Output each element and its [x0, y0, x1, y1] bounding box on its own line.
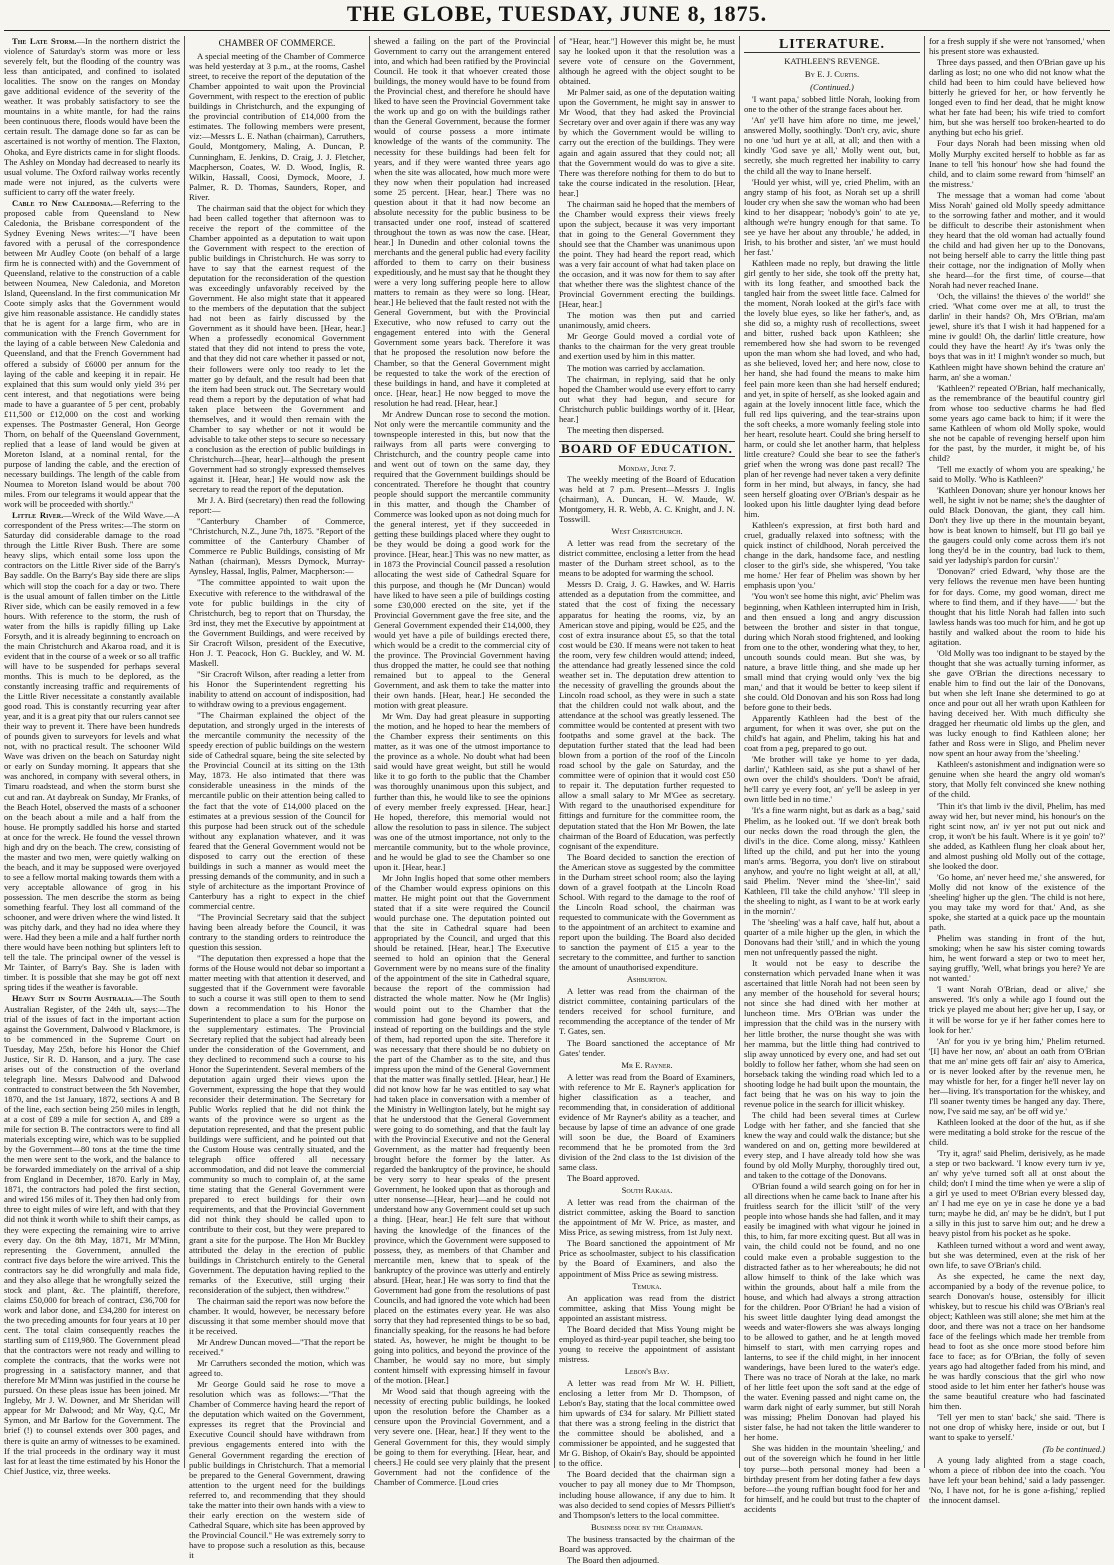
column-separator	[369, 36, 370, 1468]
paragraph-text: A letter was read from the Board of Examiners, with reference to Mr E. Rayner's application for higher classification as a teacher, and recommending that, in consideration of additional evidence of Mr Rayner's ability as a teacher, and because by lapse of time an advance of one grade will soon be due, the Board of Examiners recommend that he be promoted from the 3rd division of the 2nd class to the 1st division of the same class.	[559, 1071, 735, 1173]
paragraph-text: A special meeting of the Chamber of Commerce was held yesterday at 3 p.m., at the rooms, Cashel street, to receive the report of the deputation of the Chamber appointed to wait upon the Provincial Government, with respect to the erection of public buildings in Christchurch, and the expunging of the provincial contribution of £14,000 from the estimates. The following members were present, viz:—Messrs L. E. Nathan (chairman), Carruthers, Gould, Montgomery, Maling, A. Duncan, P. Cunningham, E. Jenkins, D. Craig, J. J. Fletcher, Macpherson, Coates, W. D. Wood, Inglis, R. Wilkin, Hassall, Coosi, Dymock, Moore, J. Palmer, R. D. Thomas, Saunders, Roper, and River.	[189, 51, 365, 202]
article-paragraph	[189, 710, 365, 911]
article-paragraph	[744, 1110, 920, 1180]
article-paragraph	[4, 510, 180, 992]
column-separator	[184, 36, 185, 1468]
paragraph-text: "Sir Cracroft Wilson, after reading a letter from his Honor the Superintendent regretting his inability to attend on account of indisposition, had to withdraw owing to a previous engagement.	[189, 668, 365, 710]
paragraph-text: Messrs D. Craig, J. G. Hawkes, and W. Harris attended as a deputation from the committee, and stated that the cost of fixing the necessary apparatus for heating the rooms, viz, by an American stove and piping, would be £25, and the cost of extra insurance about £5, so that the total cost would be £30. If means were not taken to heat the room, very few children would attend; indeed, the attendance had greatly lessened since the cold weather set in. The deputation drew attention to the necessity of gravelling the grounds about the Lincoln road school, as they were in such a state that the children could not walk about, and the attendance at the school was greatly lessened. The committee would be contented at present with two footpaths and some gravel at the back. The deputation further stated that the lead had been blown from a portion of the roof of the Lincoln road school by the gale on Saturday, and the committee were of opinion that it would cost £50 to repair it. The deputation further requested to allow a small salary to Mr M'Gee as secretary. With regard to the unauthorised expenditure for fittings and furniture for the committee room, the deputation stated that the Hon Mr Bowen, the late chairman of the Board of Education, was perfectly cognisant of the expenditure.	[559, 579, 735, 851]
paragraph-text: 'It's a fine warm night, but as dark as a bag,' said Phelim, as he looked out. 'If we don't break both our necks down the road through the glen, the divil's in the dice. Come along, missy.' Kathleen lifted up the child, and put her into the young man's arms. 'Begorra, you don't live on stirabout anyhow, and you're no light weight at all, at all,' said Phelim. 'Never mind the 'shee-lin',' said Kathleen, I'll take the child anyhow.' 'I'll sleep in the sheeling to night, as I want to be at work early in the mornin'.'	[744, 805, 920, 916]
article-paragraph	[189, 203, 365, 494]
article-paragraph	[189, 1379, 365, 1560]
article-paragraph	[374, 711, 550, 872]
paragraph-text: 'Me brother will take ye home to yer dada, darlin',' Kathleen said, as she put a shawl of her own over the child's shoulders. 'Don't be afraid, he'll carry ye every foot, an' ye'll be asleep in yer own little bed in no time.'	[744, 754, 920, 805]
article-paragraph	[744, 520, 920, 590]
paragraph-text: The meeting then dispersed.	[567, 424, 664, 435]
subsection-heading: Business done by the Chairman.	[591, 1521, 703, 1532]
paragraph-text: A young lady alighted from a stage coach, whom a piece of ribbon dee into the coach. 'You have left your bean behind,' said a lady passenger. 'No, I have not, for he is gone a-fishing,' replied the innocent damsel.	[929, 1454, 1105, 1505]
article-paragraph	[929, 1455, 1105, 1505]
subsection-heading: South Rakaia.	[621, 1185, 673, 1196]
article-paragraph	[929, 190, 1105, 290]
article-paragraph	[929, 933, 1105, 983]
paragraph-text: As she expected, he came the next day, accompanied by a body of the revenue police, to search Donovan's house, ostensibly for illicit whiskey, but to rescue his child was O'Brian's real object; Kathleen was still alone; she met him at the door, and there was not a trace on her handsome face of the feelings which made her tremble from head to foot as she once more stood before him face to face; as for O'Brian, the folly of seven years ago had altogether faded from his mind, and he was hardly conscious that the girl who now stood aside to let him enter her father's house was the same beautiful creature who had fascinated him then.	[929, 1270, 1105, 1412]
article-paragraph	[929, 566, 1105, 646]
paragraph-text: A letter was read from the chairman of the district committee, asking the Board to sanction the appointment of Mr W. Price, as master, and Miss Price, as sewing mistress, from 1st July next.	[559, 1197, 735, 1238]
paragraph-text: The Board decided that Miss Young might be employed as third-year pupil teacher, she being too young to receive the appointment of assistant mistress.	[559, 1323, 735, 1364]
article-paragraph	[559, 1534, 735, 1554]
paragraph-text: 'An' for you iv ye bring him,' Phelim returned. '[I] have her now, an' about an oath from O'Brian that me an' mine gets off fair an' aisy to America, or is never looked after by the revenue men, he may whistle for her, for a finger he'll never lay on her—living. It's transportation for the whiskey, and I'll soaner twenty times be hanged any day. There, now, I've said me say, an' be off wid ye.'	[929, 1035, 1105, 1116]
subsection-heading: West Christchurch.	[611, 526, 683, 537]
paragraph-text: Mr Carruthers seconded the motion, which was agreed to.	[189, 1358, 365, 1379]
section-heading: CHAMBER OF COMMERCE.	[218, 38, 336, 48]
subsection-heading: Ashburton.	[626, 974, 668, 985]
article-paragraph	[189, 1296, 365, 1336]
article-paragraph	[559, 538, 735, 578]
paragraph-text: shewed a failing on the part of the Provincial Government to carry out the arrangement entered into, and which had been ratified by the Provincial Council. He took it that whoever created those buildings, the money would have to be found from the Provincial chest, and therefore he should have liked to have seen the Provincial Government take the work up and go on with the buildings rather than the General Government, because the former would of course possess a more intimate knowledge of the wants of the community. The necessity for these buildings had been felt for years, and if they were wanted three years ago when the site was allocated, how much more were they now when their population had increased some 25 percent. [Hear, hear.] There was no question about it that it had now become an absolute necessity for the public business to be transacted under one roof, instead of scattered throughout the town as was now the case. [Hear, hear.] In Dunedin and other colonial towns the merchants and the general public had every facility afforded to them to carry on their business expeditiously, and he must say that he thought they were a very long suffering people here to allow matters to remain as they were so long. [Hear, hear.] He believed that the fault rested not with the General Government, but with the Provincial Executive, who now refused to carry out the engagement entered into with the General Government some years back. Therefore it was that he proposed the resolution now before the Chamber, so that the General Government might be requested to take the work of the erection of these buildings in hand, and have it completed at once. [Hear, hear.] He now begged to move the resolution he had read. [Hear, hear.]	[374, 36, 550, 408]
article-paragraph	[189, 51, 365, 202]
paragraph-text: 'Och, the villains! the thieves o' the world!' she cried. 'What come over me at all, to trust the darlin' in their hands? Oh, Mrs O'Brian, ma'am jewel, shure it's that I wish it had happened for a mine iv gould! Oh, the darlin' little creature, how could they have the heart! Ay it's 'twas only the boys that was in it! I mighn't wonder so much, but Kathleen might have shown behind the crature an' harm, an' she a woman.'	[929, 291, 1105, 382]
article-paragraph	[374, 1386, 550, 1486]
paragraph-text: 'Try it, agra!' said Phelim, derisively, as he made a step or two backward. 'I know every turn iv ye, an' why ye've turned soft all at onst about the child; don't I mind the time when ye were a slip of a girl ye used to meet O'Brian every blessed day, an' I had me eye on ye in case he done ye a bad turn; maybe he did, an' may be he didn't, but I put a silly in this just to sarve him out; and he drew a heavy pistol from his pocket as he spoke.	[929, 1148, 1105, 1239]
article-paragraph	[929, 872, 1105, 932]
paragraph-text: The Board then adjourned.	[567, 1554, 660, 1565]
paragraph-text: The Board decided that the chairman sign a voucher to pay all money due to Mr Thompson, including house allowance, if any due to him. It was also decided to send copies of Messrs Pilliett's and Thompson's letters to the local committee.	[559, 1469, 735, 1520]
paragraph-text: The message that a woman had come 'about Miss Norah' gained old Molly speedy admittance to the sorrowing father and mother, and it would be difficult to describe their astonishment when they heard that the old woman had actually found the child and had given her up to the Donovans, not being herself able to carry the little thing past their cottage, nor the indignation of Molly when she heard—for the first time, of course—that Norah had never reached Inane.	[929, 189, 1105, 291]
article-paragraph	[744, 713, 920, 753]
to-be-continued: (To be continued.)	[1042, 1444, 1105, 1455]
article-paragraph	[744, 177, 920, 257]
article-paragraph	[744, 94, 920, 114]
masthead-rule	[4, 30, 1110, 31]
paragraph-lead: The Late Storm.	[12, 36, 77, 46]
subsection-heading: Mr E. Rayner.	[621, 1059, 673, 1070]
article-paragraph	[929, 648, 1105, 759]
literature-title: LITERATURE.	[744, 40, 920, 53]
paragraph-text: —Wreck of the Wild Wave.—A correspondent of the Press writes:—The storm on Saturday did considerable damage to the road through the Little River Bush. There are some heavy slips, which entail some loss upon the contractors on the Little River side of the Barry's Bay saddle. On the Barry's Bay side there are slips which will stop the coach for a day or two. There is the usual amount of fallen timber on the Little River side, which can be easily removed in a few hours. With reference to the storm, the rush of water from the hills is rapidly filling up Lake Forsyth, and it is already beginning to encroach on the main Christchurch and Akaroa road, and it is evident that in the course of a week or so all traffic will have to be suspended for perhaps several months. This is much to be deplored, as the constantly increasing traffic and requirements of the Little River necessitate a constantly available good road. This is constantly recurring year after year, and it is a great pity that our rulers cannot see their way to prevent it. There have been hundreds of pounds given to surveyors for levels and what not, with no practical result. The schooner Wild Wave was driven on the beach on Saturday night or early on Sunday morning. It appears that she was anchored, in company with several others, in Timaru roadstead, and when the storm burst she cut and ran. At daybreak on Sunday, Mr Franks, of the Beach Hotel, observed the masts of a schooner on the beach about a mile and a half from the house. He promptly saddled his horse and started at once for the wreck. He found the vessel thrown high and dry on the beach. The crew, consisting of the master and two men, were quietly walking on the beach, and it may be supposed were overjoyed to see a fellow mortal making towards them with a very acceptable allowance of grog in his possession. The men describe the storm as being something fearful. They lost all command of the schooner, and were driven where the wind listed. It was pitchy dark, and they had no idea where they were. Had they been a mile and a half further north there would have been nothing but splinters left to tell the tale. The principal owner of the vessel is Mr Tainter, of Barry's Bay. She is laden with timber. It is possible that she may be got off next spring tides if the weather is favorable.	[4, 510, 180, 993]
article-paragraph	[559, 1324, 735, 1364]
paragraph-text: Mr J. A. Bird (secretary) then read the following report:—	[189, 495, 365, 516]
paragraph-text: Three days passed, and then O'Brian gave up his darling as lost; no one who did not know what the child had been to him could have believed how bitterly he grieved for her, or how fervently he longed even to find her dead, that he might know what her fate had been; his wife tried to comfort him, but she was herself too broken-hearted to do anything but echo his grief.	[929, 57, 1105, 138]
article-paragraph	[929, 138, 1105, 188]
paragraph-text: 'Thin it's that limb iv the divil, Phelim, has med away wid her, but never mind, his honour's on the right scint now, an' iv yer not put out nick and crop, it won't be his fault. Where is it ye goin' to?' she added, as Kathleen flung her cloak about her, and almost pushing old Molly out of the cottage, she looked the door.	[929, 800, 1105, 871]
paragraph-lead: Heavy Suit in South Australia.	[12, 993, 135, 1004]
paragraph-text: Apparently Kathleen had the best of the argument, for when it was over, she put on the child's hat again, and Phelim, taking his hat and coat from a peg, prepared to go out.	[744, 713, 920, 754]
paragraph-text: The 'sheeling' was a half cave, half hut, about a quarter of a mile higher up the glen, in which the Donovans had their 'still,' and in which the young men not unfrequently passed the night.	[744, 916, 920, 958]
paragraph-text: The weekly meeting of the Board of Education was held at 7 p.m. Present—Messrs J. Inglis (chairman), A. Duncan, H. W. Maude, W. Montgomery, H. R. Webb, A. C. Knight, and J. N. Tosswill.	[559, 473, 735, 525]
paragraph-text: "The Provincial Secretary said that the subject having been already before the Council, it was contrary to the standing orders to reintroduce the question this session.	[189, 912, 365, 953]
paragraph-text: 'Tell me exactly of whom you are speaking,' he said to Molly. 'Who is Kathleen?'	[929, 463, 1105, 485]
paragraph-text: The Board sanctioned the acceptance of Mr Gates' tender.	[559, 1037, 735, 1058]
article-paragraph	[559, 199, 735, 310]
article-paragraph	[559, 425, 735, 435]
article-paragraph	[929, 759, 1105, 799]
paragraph-text: The Board approved.	[567, 1173, 640, 1184]
paragraph-text: 'Old Molly was too indignant to be stayed by the thought that she was actually turning informer, as she gave O'Brian the directions necessary to enable him to find out the lair of the Donovans, but when she left Inane she determined to go at once and pour out all her wrath upon Kathleen for having deceived her. With much difficulty she dragged her rheumatic old limbs up the glen, and was lucky enough to find Kathleen alone; her father and Ross were in Sligo, and Phelim never now spent an hour away from the 'sheeling.'	[929, 647, 1105, 759]
paragraph-text: —Referring to the proposed cable from Queensland to New Caledonia, the Brisbane correspondent of the Sydney Evening News writes:—"I have been favored with a perusal of the correspondence between Mr Audley Coote (on behalf of a large firm he is connected with) and the Government of Queensland, relative to the construction of a cable between Noumea, New Caledonia, and Moreton Island, Queensland. In the first communication Mr Coote simply asks that the Government would give him reasonable assistance. He candidly states that he is agent for a large firm, who are in communication with the French Government for the laying of a cable between New Caledonia and Queensland, and that the French Government had offered a subsidy of £6000 per annum for the laying of the cable and keeping it in repair. He explained that this sum would only yield 3½ per cent interest, and that negotiations were being made to have a guarantee of 5 per cent, probably £11,500 or £12,000 on the cost and working expenses. The Postmaster General, Hon George Thorn, on behalf of the Queensland Government, replied that a lease of land would be given at Moreton Island, at a nominal rental, for the purpose of landing the cable, and the erection of necessary buildings. The length of the cable from Noumea to Moreton Island would be about 700 miles. From our telegrams it would appear that the work will be proceeded with shortly."	[4, 197, 180, 510]
paragraph-text: Four days Norah had been missing when old Molly Murphy excited herself to hobble as far as Inane to tell 'his honour' how she had found the child, and to claim some reward from 'himself' an the mistress.'	[929, 138, 1105, 189]
paragraph-text: It would not be easy to describe the consternation which pervaded Inane when it was ascertained that little Norah had not been seen by any member of the household for several hours; not since she had dined with her mother at luncheon time. Mrs O'Brian was under the impression that the child was in the nursery with her little brother, the nurse thought she was with her mamma, but the little thing had contrived to slip away unnoticed by every one, and had set out boldly to follow her father, whom she had seen on horseback taking the winding road which led to a shooting lodge he had built upon the mountain, the fact being that he was on his way to join the revenue police in the search for illicit whiskey.	[744, 958, 920, 1109]
paragraph-text: The motion was carried by acclamation.	[567, 362, 705, 373]
paragraph-text: O'Brian found a wild search going on for her in all directions when he came back to Inane after his fruitless search for the illicit 'still' of the very people into whose hands she had fallen, and it may easily be imagined with what vigour he joined in this, to him, far more exciting quest. But all was in vain, the child could not be found, and no one could make even a probable suggestion to the distracted father as to her whereabouts; he did not allow himself to think of the lake which was within the grounds, about half a mile from the house, and which had always a strong attraction for the children. Poor O'Brian! he had a vision of his sweet little daughter lying dead amongst the weeds and water-flowers she was always longing to be allowed to gather, and he at length moved himself to start, with men carrying ropes and lanterns, to see if the child might, in her innocent wanderings, have been lured to the water's edge. There was no trace of Norah at the lake, no mark of her little feet upon the soft sand at the edge of the water. Evening passed and night came on, the warm dark night of early summer, but still Norah was missing; Phelim Donovan had played his sister false, he had not taken the little wanderer to her home.	[744, 1181, 920, 1443]
article-paragraph	[189, 1358, 365, 1378]
article-paragraph	[559, 1555, 735, 1565]
paragraph-text: 'Tell yer men to stan' back,' she said. 'There is not one drop of whisky here, inside or out, but I want to spake to yerself.'	[929, 1412, 1105, 1443]
paragraph-text: Mr George Gould moved a cordial vote of thanks to the chairman for the very great trouble and exertion used by him in this matter.	[559, 331, 735, 362]
paragraph-text: Mr John Inglis hoped that some other members of the Chamber would express opinions on this matter. He might point out that the Government stated that if a site were required the Council would purchase one. The deputation pointed out that the site in Cathedral square had been appropriated by the Council, and urged that this should be retained. [Hear, hear.] The Executive seemed to hold an opinion that the General Government were by no means sure of the finality of the appointment of the site in Cathedral square, because the report of the commission had distracted the whole matter. Now he (Mr Inglis) would point out to the Chamber that the commission had gone beyond its powers, and instead of reporting on the buildings and the style of them, had reported upon the site. Therefore it was necessary that there should be no dubiety on the part of the Chamber as to the site, and thus impress upon the mind of the General Government that the matter was finally settled. [Hear, hear.] He did not know how far he was entitled to say what had taken place in conversation with a member of the Ministry in Wellington lately, but he might say that he understood that the General Government were going to do something, and that the fault lay with the Provincial Executive and not the General Government, as the matter had frequently been brought before the former by the latter. As regarded the bankruptcy of the province, he should be very sorry to hear speaks of the present Government, he looked upon that as thorough and utter nonsense—[Hear, hear]—and he could not understand how any Government could set up such a thing. [Hear, hear.] He felt sure that without having the knowledge of the finances of the province, which the Government were supposed to possess, they, as members of that Chamber and mercantile men, knew that to speak of the bankruptcy of the province was utterly and entirely absurd. [Hear, hear.] He was sorry to find that the Government had gone from the resolutions of past Councils, and had ignored the vote which had been placed on the estimates every year. He was also sorry that they had represented things to be so bad, financially speaking, for the reasons he had before stated. As, however, he might be thought to be going into politics, and beyond the province of the Chamber, he would say no more, but simply content himself with expressing himself in favour of the motion. [Hear.]	[374, 872, 550, 1386]
article-paragraph	[744, 1181, 920, 1442]
article-paragraph	[559, 310, 735, 330]
article-paragraph	[559, 1293, 735, 1323]
article-paragraph	[744, 1443, 920, 1513]
paragraph-text: The child had been several times at Curlew Lodge with her father, and she fancied that she knew the way and could walk the distance; but she wandered on and on, getting more bewildered at every step, and I have already told how she was found by old Molly Murphy, thoroughly tired out, and taken to the cottage of the Donovans.	[744, 1109, 920, 1181]
article-paragraph	[559, 1238, 735, 1278]
paragraph-text: The chairman, in replying, said that he only hoped the Chamber would use every effort to carry out what they had begun, and secure for Christchurch public buildings worthy of it. [Hear, hear.]	[559, 373, 735, 424]
paragraph-text: "The Chairman explained the object of the deputation, and strongly urged in the interests of the mercantile community the necessity of the speedy erection of public buildings on the western side of Cathedral square, being the site selected by the Provincial Council at its sitting on the 13th May, 1873. He also intimated that there was considerable uneasiness in the minds of the mercantile public on their attention being called to the fact that the vote of £14,000 placed on the estimates at a previous session of the Council for this purpose had been struck out of the schedule without any explanation whatever, and it was feared that the General Government would not be disposed to carry out the erection of these buildings in such a manner as would meet the pressing demands of the community, and in such a style of architecture as the important Province of Canterbury has a right to expect in the chief commercial centre.	[189, 710, 365, 911]
paragraph-text: Kathleen's expression, at first both hard and cruel, gradually relaxed into softness; with the quick instinct of childhood, Norah perceived the change in the dark, handsome face, and nestling closer to the girl's side, she whispered, 'You take me home.' Her fear of Phelim was shown by her emphasis upon 'you.'	[744, 520, 920, 591]
article-paragraph	[374, 409, 550, 710]
article-paragraph	[744, 958, 920, 1109]
article-paragraph	[559, 579, 735, 850]
article-paragraph	[189, 953, 365, 1295]
article-paragraph	[929, 801, 1105, 871]
article-paragraph	[744, 258, 920, 519]
paragraph-text: The chairman said that the object for which they had been called together that afternoon was to receive the report of the committee of the Chamber appointed as a deputation to wait upon the Government with respect to the erection of public buildings in Christchurch. He was sorry to have to say that the earnest request of the deputation for the reconsideration of the question was exceedingly unfavorably received by the Government. He also might state that it appeared to the members of the deputation that the subject had not been as fairly discussed by the Government as it should have been. [Hear, hear.] When a professedly economical Government stated that they did not intend to press the vote, and that they did not care whether it passed or not, their followers were only too ready to let the matter go by default, and the result had been that the item had been struck out. The Secretary would read them a report by the deputation of what had taken place between the Government and themselves, and it would then remain with the Chamber to say whether or not it would be advisable to take other steps to secure so necessary a conclusion as the erection of public buildings in Christchurch—[hear, hear]—although the present Government had so strongly expressed themselves against it. [Hear, hear.] He would now ask the secretary to read the report of the deputation.	[189, 202, 365, 495]
article-columns	[4, 36, 1110, 1565]
section-heading: BOARD OF EDUCATION.	[559, 441, 735, 457]
paragraph-text: The motion was then put and carried unanimously, amid cheers.	[559, 310, 735, 331]
paragraph-text: Mr George Gould said he rose to move a resolution which was as follows:—"That the Chamber of Commerce having heard the report of the deputation which waited on the Government, expresses its regret that the Provincial and Executive Council should have withdrawn from previous engagements entered into with the General Government regarding the erection of public buildings in Christchurch. That a memorial be prepared to the General Government, drawing attention to the urgent need for the buildings referred to, and recommending that they should take the matter into their own hands with a view to their early erection on the western side of Cathedral Square, which site has been approved by the Provincial Council." He was extremely sorry to have to propose such a resolution as this, because it	[189, 1379, 365, 1560]
article-paragraph	[744, 917, 920, 957]
story-continued: (Continued.)	[810, 82, 854, 93]
article-paragraph	[559, 986, 735, 1036]
column-5	[744, 36, 920, 1514]
column-1	[4, 36, 181, 1476]
article-paragraph	[929, 1271, 1105, 1412]
article-paragraph	[559, 1173, 735, 1183]
paragraph-text: Mr Andrew Duncan rose to second the motion. Not only were the mercantile community and the townspeople interested in this, but now that the railways from all parts were converging to Christchurch, and the country people came into and went out of town on the same day, they required that the Government buildings should be concentrated. Therefore he thought that country people should support the mercantile community in this matter, and though the Chamber of Commerce was looked upon as not doing much for the general interest, yet if they succeeded in getting these buildings placed where they ought to be they would be doing a good work for the province. [Hear, hear.] This was no new matter, as in 1873 the Provincial Council passed a resolution allocating the west side of Cathedral Square for this purpose, and though he (Mr Duncan) would have liked to have seen a pile of buildings costing some £30,000 erected on the site, yet if the Provincial Government gave the free site, and the General Government expended their £14,000, they would yet have a pile of buildings erected there, which would be a credit to the commercial city of the province. The Provincial Government having thus dropped the matter, he could see that nothing remained but to appeal to the General Government, and ask them to take the matter into their own hands. [Hear, hear.] He seconded the motion with great pleasure.	[374, 408, 550, 711]
article-paragraph	[929, 464, 1105, 484]
paragraph-text: She was hidden in the mountain 'sheeling,' and out of the sovereign which he found in her little toy purse—both personal money had been a birthday present from her doting father a few days before—the young ruffian bought food for her and for himself, and he could but trust to the chapter of accidents	[744, 1443, 920, 1514]
paragraph-text: of "Hear, hear."] However this might be, he must say he looked upon it that the resolution was a severe vote of censure on the Government, although he agreed with the object sought to be obtained.	[559, 36, 735, 87]
paragraph-lead: Cable to New Caledonia.	[12, 197, 113, 208]
paragraph-text: 'Hould yer whist, will ye, cried Phelim, with an angry stamp of his foot, as Norah set up a shrill louder cry when she saw the woman who had been kind to her disappear; 'nobody's goin' to ate ye, although we're hungry enough for that same. To see ye have her about any throuble,' he added, in Irish, to his brother and sister, 'an' we must hould her fast.'	[744, 176, 920, 257]
paragraph-text: Phelim was standing in front of the hut, smoking; when he saw his sister coming towards him, he went forward a step or two to meet her, saying gruffly, 'Well, what brings you here? Ye are not wanted.'	[929, 933, 1105, 984]
article-paragraph	[559, 1072, 735, 1172]
paragraph-text: Kathleen looked at the door of the hut, as if she were meditating a bold stroke for the rescue of the child.	[929, 1116, 1105, 1148]
article-paragraph	[4, 993, 180, 1475]
article-paragraph	[929, 291, 1105, 381]
paragraph-text: 'I want papa,' sobbed little Norah, looking from one to the other of the strange faces about her.	[744, 94, 920, 115]
paragraph-text: 'Kathleen Donovan; shure yer honour knows her well, he sight iv not be name; she's the daughter of ould Black Donovan, the giant, they call him. Don't they live up there in the mountain beyant, how is beat known to himself, but I'll go bail ye the gaugers could only come across them it's not long they'd be in the country, bad luck to them, said yer ladyship's pardon for cursin'.'	[929, 485, 1105, 566]
article-paragraph	[744, 754, 920, 804]
paragraph-text: "Canterbury Chamber of Commerce, "Christchurch, N.Z., June 7th, 1875. "Report of the committee of the Canterbury Chamber of Commerce re Public Buildings, consisting of Mr Nathan (chairman), Messrs Dymock, Murray-Aynsley, Hassal, Inglis, Palmer, Macpherson:—	[189, 516, 365, 577]
column-3	[374, 36, 550, 1487]
article-paragraph	[559, 87, 735, 198]
article-paragraph	[374, 36, 550, 408]
story-title: KATHLEEN'S REVENGE.	[784, 56, 880, 67]
column-2	[189, 36, 365, 1560]
article-paragraph	[559, 1469, 735, 1519]
article-paragraph	[559, 1378, 735, 1468]
paragraph-text: 'An' ye'll have him afore no time, me jewel,' answered Molly, soothingly. 'Don't cry, avic, shure no one 'ud hurt ye at all, at all; and then with a kindly 'God save ye all,' Molly went out, but, secretly, she much regretted her inability to carry the child all the way to Inane herself.	[744, 115, 920, 176]
paragraph-text: The Board sanctioned the appointment of Mr Price as schoolmaster, subject to his classification by the Board of Examiners, and also the appointment of Miss Price as sewing mistress.	[559, 1238, 735, 1279]
paragraph-text: "The deputation then expressed a hope that the forms of the House would not debar so important a matter meeting with that attention it deserved, and suggested that if the Government were favorable to such a course it was still open to them to send down a recommendation to his Honor the Superintendent to place a sum for the purpose on the supplementary estimates. The Provincial Secretary replied that the subject had already been under the consideration of the Government, and they declined to recommend such a course to his Honor the Superintendent. Several members of the deputation again urged their views upon the Government, expressing the hope that they would reconsider their determination. The Secretary for Public Works replied that he did not think the wants of the province were so urgent as the deputation represented, and that the present public buildings were sufficient, and he pointed out that the Custom House was centrally situated, and the telegraph office offered all necessary accommodation, and did not leave the commercial community so much to complain of, at the same time stating that the General Government were prepared to erect buildings for their own requirements, and that the Provincial Government did not think they should be called upon to contribute to their cost, but they were prepared to grant a site for the purpose. The Hon Mr Buckley attributed the delay in the erection of public buildings in Christchurch entirely to the General Government. The deputation having replied to the remarks of the Executive, still urging their reconsideration of the subject, then withdrew."	[189, 953, 365, 1295]
column-separator	[554, 36, 555, 1468]
article-paragraph	[929, 984, 1105, 1034]
paragraph-text: Mr Wood said that though agreeing with the necessity of erecting public buildings, he looked upon the resolution before the Chamber as a censure upon the Provincial Government, and a very severe one. [Hear, hear.] If they went to the General Government for this, they would simply be going to them for everything. [Hear, hear, and cheers.] He could see very plainly that the present Government had not the confidence of the Chamber of Commerce. [Loud cries	[374, 1386, 550, 1487]
article-paragraph	[744, 115, 920, 175]
column-4	[559, 36, 735, 1565]
article-paragraph	[929, 383, 1105, 463]
paragraph-text: A letter was read from Mr W. H. Pilliett, enclosing a letter from Mr D. Thompson, of Lebon's Bay, stating that the local committee owed him upwards of £34 for salary. Mr Pilliett stated that there was a strong feeling in the district that the committee should be abolished, and a commissioner be appointed, and he suggested that Mr G. Bishop, of Okain's Bay, should be appointed to the office.	[559, 1378, 735, 1469]
article-paragraph	[189, 1337, 365, 1357]
article-paragraph	[4, 36, 180, 197]
article-paragraph	[559, 1197, 735, 1237]
paragraph-text: 'Donovan?' cried Edward, 'why those are the very fellows the revenue men have been hunting for for days. Come, my good woman, direct me where to find them, and if they have——' but the thought that his little Norah had fallen into such lawless hands was too much for him, and he got up hastily and walked about the room to hide his agitation.	[929, 566, 1105, 647]
paragraph-text: The chairman said the report was now before the chamber. It would, however, be necessary before discussing it that some member should move that it be received.	[189, 1295, 365, 1336]
paragraph-text: 'Go home, an' never heed me,' she answered, for Molly did not know of the existence of the 'sheeling' higher up the glen. 'The child is not here, you may take my word for that.' And, as she spoke, she started at a quick pace up the mountain path.	[929, 871, 1105, 933]
paragraph-text: Kathleen made no reply, but drawing the little girl gently to her side, she took off the pretty hat, with its long feather, and smoothed back the tangled hair from the sweet little face. Calmed for the moment, Norah looked at the girl's face with the lovely blue eyes, so like her father's, and, as she did so, a mighty rush of recollections, sweet and bitter, rushed back upon Kathleen; she remembered how she had sworn to be revenged upon the man whom she had loved, and who had, as she believed, loved her; and here now, close to her hand, she had found the means to make him feel pain more keen than she had herself endured; and yet, in spite of herself, as she looked again and again at the lovely innocent little face, which the full red lips quivering, and the tear-strains upon the soft cheeks, a more womanly feeling stole into her heart, resolute heart. Could she bring herself to harm, or could she let another harm, that helpless little creature? Could she bear to see the father's grief when the wrong was done past recall? The plan of her revenge had never taken a very definite form in her mind, but always, in fancy, she had seen herself gloating over O'Brian's despair as he looked upon his little daughter lying dead before him.	[744, 257, 920, 520]
article-paragraph	[559, 363, 735, 373]
article-paragraph	[559, 374, 735, 424]
article-paragraph	[189, 516, 365, 576]
paragraph-text: Mr Andrew Duncan moved—"That the report be received."	[189, 1337, 365, 1358]
paragraph-text: —The South Australian Register, of the 24th ult, says:—The trial of the issues of fact in the important action against the Government, Dalwood v Blackmore, is to be commenced in the Supreme Court on Tuesday, May 25th, before his Honor the Chief Justice, Sir R. D. Hanson, and a jury. The case arises out of the construction of the overland telegraph line. Messrs Dalwood and Dalwood contracted to construct between the 5th November, 1870, and the 1st January, 1872, sections A and B of the line, each section being 250 miles in length, at a cost of £89 a mile for section A, and £89 a mile for section B. The contractors were to find all materials excepting wire, which was to be supplied by the Government—80 tons at the time the time the men were sent to the work, and the balance to be forwarded immediately on the arrival of a ship from England in December, 1870. Early in May, 1871, the contractors had poled the first section, and wired 156 miles of it. They then had only from three to eight miles of wire left, and with that they did not think it worth while to shift their camps, as they were expecting the remaining wire to arrive every day. On the 8th May, 1871, Mr M'Minn, representing the Government, annulled the contract five days before the wire arrived. This the contractors say he did wrongfully and mala fide, and they also allege that he wrongfully seized the stock and plant, &c. The plaintiff, therefore, claims £50,000 for breach of contract, £36,700 for work and labor done, and £34,280 for interest on the two preceding amounts for four years at 10 per cent. The total claim consequently reaches the startling sum of £119,980. The Government plead that the contractors were not ready and willing to complete the contracts, that the works were not progressing in a satisfactory manner, and that therefore Mr M'Minn was justified in the course he pursued. On these pleas issue has been joined. Mr Ingleby, Mr J. W. Downer, and Mr Sheridan will appear for Mr Dalwood; and Mr Way, Q.C, Mr Symon, and Mr Barlow for the Government. The brief (!) to counsel extends over 300 pages, and there is quite an army of witnesses to be examined. If the trial proceeds in the ordinary way it must last for at least the time estimated by his Honor the Chief Justice, viz, three weeks.	[4, 993, 180, 1476]
article-paragraph	[559, 36, 735, 86]
paragraph-text: Kathleen's astonishment and indignation were so genuine when she heard the angry old woman's story, that Molly felt convinced she knew nothing of the child.	[929, 759, 1105, 800]
paragraph-text: 'Kathleen?' repeated O'Brian, half mechanically, as the remembrance of the beautiful country girl from whose too seductive charms he had fled some years ago came back to him; if it were the same Kathleen of whom old Molly spoke, would she not be capable of revenging herself upon him for the past, by the murder, it might be, of his child?	[929, 382, 1105, 463]
column-separator	[924, 36, 925, 1468]
subsection-heading: Temuka.	[632, 1280, 662, 1291]
column-6	[929, 36, 1105, 1505]
article-paragraph	[559, 474, 735, 524]
paragraph-lead: Little River.	[12, 510, 64, 521]
article-paragraph	[744, 805, 920, 916]
article-paragraph	[189, 577, 365, 667]
paragraph-text: A letter was read from the secretary of the district committee, enclosing a letter from the head master of the Durham street school, as to the means to be adopted for warming the school.	[559, 538, 735, 579]
article-paragraph	[559, 1038, 735, 1058]
paragraph-text: 'I want Norah O'Brian, dead or alive,' she answered. 'It's only a while ago I found out the trick ye played me about her; give her up, I say, or it will be worse for ye if her father comes here to look for her.'	[929, 984, 1105, 1035]
story-byline: By E. J. Curtis.	[804, 69, 860, 80]
paragraph-text: An application was read from the district committee, asking that Miss Young might be appointed an assistant mistress.	[559, 1292, 735, 1323]
article-paragraph	[744, 591, 920, 712]
article-paragraph	[929, 1117, 1105, 1147]
paragraph-text: The Board decided to sanction the erection of the American stove as suggested by the committee in the Durham street school room; also the laying down of a gravel footpath at the Lincoln Road School. With regard to the damage to the roof of the Lincoln Road school, the chairman was requested to communicate with the Government as to the appointment of an architect to examine and report upon the building. The Board also decided to sanction the payment of £15 a year to the secretary to the committee, and further to sanction the amount of unauthorised expenditure.	[559, 851, 735, 973]
article-paragraph	[929, 1412, 1105, 1442]
article-paragraph	[929, 1240, 1105, 1270]
subsection-heading: Lebon's Bay.	[624, 1365, 670, 1376]
article-paragraph	[189, 912, 365, 952]
paragraph-text: A letter was read from the chairman of the district committee, containing particulars of the tenders received for school furniture, and recommending the acceptance of the tender of Mr T. Gates, sen.	[559, 986, 735, 1037]
article-paragraph	[374, 873, 550, 1385]
paragraph-text: Mr Palmer said, as one of the deputation waiting upon the Government, he might say in answer to Mr Wood, that they had asked the Provincial Secretary over and over again if there was any way by which the Government would be willing to carry out the erection of the buildings. They were again and again assured that they could not; all that the Government would do was to give a site. There was therefore nothing for them to do but to take the course indicated in the resolution. [Hear, hear.]	[559, 87, 735, 198]
meeting-date: Monday, June 7.	[618, 462, 676, 473]
paragraph-text: for a fresh supply if she were not 'ransomed,' when his present store was exhausted.	[929, 36, 1105, 57]
paragraph-text: The business transacted by the chairman of the Board was approved.	[559, 1533, 735, 1554]
article-paragraph	[4, 198, 180, 509]
newspaper-masthead: THE GLOBE, TUESDAY, JUNE 8, 1875.	[346, 1, 768, 26]
article-paragraph	[929, 1036, 1105, 1116]
article-paragraph	[929, 36, 1105, 56]
article-paragraph	[929, 485, 1105, 565]
paragraph-text: The chairman said he hoped that the members of the Chamber would express their views freely upon the subject, because it was very important that in going to the General Government they should see that the Chamber was unanimous upon the point. They had heard the report read, which was a very fair account of what had taken place on the occasion, and it was now for them to say after that whether there was the slightest chance of the Provincial Government erecting the buildings. [Hear, hear.]	[559, 198, 735, 310]
article-paragraph	[929, 57, 1105, 137]
paragraph-text: 'You won't see home this night, avic' Phelim was beginning, when Kathleen interrupted him in Irish, and then ensued a long and angry discussion between the brother and sister in that tongue, during which Norah stood frightened, and looking from one to the other, wondering what they, to her, uncouth sounds could mean. But she was, by nature, a brave little thing, and she made up her small mind that crying would only 'vex the big man,' and that it would be better to keep silent if she could. Old Donovan and his son Ross had long before gone to their beds.	[744, 591, 920, 712]
paragraph-text: Mr Wm. Day had great pleasure in supporting the motion, and he hoped to hear the members of the Chamber express their sentiments on this matter, as it was one of the utmost importance to the province as a whole. No doubt what had been said would have great weight, but still he would like it to go forth to the public that the Chamber was thoroughly unanimous upon this subject, and further than this, he would like to see the opinions of every member freely expressed. [Hear, hear.] He hoped, therefore, this memorial would not allow the resolution to pass in silence. The subject was one of the utmost importance, not only to the mercantile community, but to the whole province, and he would be glad to see the Chamber so one upon it. [Hear, hear.]	[374, 711, 550, 872]
article-paragraph	[559, 331, 735, 361]
article-paragraph	[559, 852, 735, 973]
article-paragraph	[189, 669, 365, 709]
article-paragraph	[189, 495, 365, 515]
column-separator	[739, 36, 740, 1468]
paragraph-text: —In the northern district the violence of Saturday's storm was more or less severely felt, but the flooding of the country was less than anticipated, and confined to isolated localities. The snow on the ranges on Monday gave additional evidence of the severity of the weather. It was probably satisfactory to see the mountains in a white mantle, for had the rains been continuous there, floods would have been the certain result. The damage done so far as can be ascertained is not worthy of mention. The Flaxton, Ohoka, and Eyre districts came in for slight floods. The Ashley on Monday had decreased to nearly its usual volume. The Oxford railway works recently made were not injured, as the culverts were sufficient to carry off the water freely.	[4, 36, 181, 197]
paragraph-text: "The committee appointed to wait upon the Executive with reference to the withdrawal of the vote for public buildings in the city of Christchurch, beg to report that on Thursday, the 3rd inst, they met the Executive by appointment at the Government Buildings, and were received by Sir Cracroft Wilson, president of the Executive, Hon J. T. Peacock, Hon G. Buckley, and W. M. Maskell.	[189, 577, 365, 668]
article-paragraph	[929, 1148, 1105, 1238]
paragraph-text: Kathleen turned without a word and went away, but she was determined, even at the risk of her own life, to save O'Brian's child.	[929, 1239, 1105, 1270]
